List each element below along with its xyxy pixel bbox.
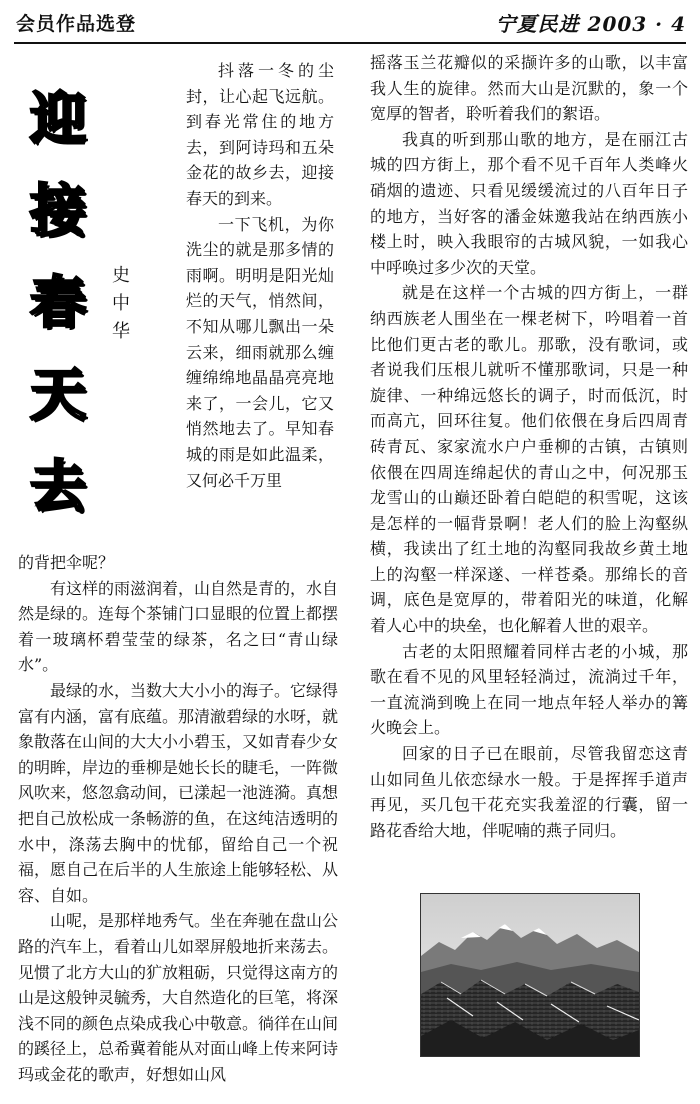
paragraph: 就是在这样一个古城的四方街上，一群纳西族老人围坐在一棵老树下，吟唱着一首比他们更古老的歌儿。那歌，没有歌词，或者说我们压根儿就听不懂那歌词，只是一种旋律、一种绵远悠长的调子，时而低沉，时而高亢，回环往复。他们依偎在身后四周青砖青瓦、家家流水户户垂柳的古镇，古镇则依偎在四周连绵起伏的青山之中，何况那玉龙雪山的山巅还卧着白皑皑的积雪呢，这该是怎样的一幅背景啊！老人们的脸上沟壑纵横，我读出了红土地的沟壑同我故乡黄土地上的沟壑一样深遂、一样苍桑。那绵长的音调，底色是宽厚的，带着阳光的味道，化解着人心中的块垒，也化解着人世的艰辛。	[370, 283, 688, 636]
issue-label: 宁夏民进 2003 · 4	[495, 12, 686, 36]
author-char: 中	[112, 293, 130, 314]
paragraph: 我真的听到那山歌的地方，是在丽江古城的四方街上，那个看不见千百年人类峰火硝烟的遗迹、只看见缓缓流过的八百年日子的地方，当好客的潘金妹邀我站在纳西族小楼上时，映入我眼帘的古城风貌，一如我心中呼唤过多少次的天堂。	[370, 129, 688, 277]
old-town-photo	[420, 893, 640, 1057]
header-rule	[14, 42, 686, 44]
article-column-right	[370, 50, 688, 843]
paragraph: 的背把伞呢？	[18, 553, 115, 572]
paragraph: 有这样的雨滋润着，山自然是青的，水自然是绿的。连每个茶铺门口显眼的位置上都摆着一玻璃杯碧莹莹的绿茶，名之曰“青山绿水”。	[18, 578, 339, 675]
paragraph: 摇落玉兰花瓣似的采撷许多的山歌，以丰富我人生的旋律。然而大山是沉默的，象一个宽厚的智者，聆听着我们的絮语。	[370, 53, 688, 124]
paragraph: 抖落一冬的尘封，让心起飞远航。到春光常住的地方去，到阿诗玛和五朵金花的故乡去，迎接春天的到来。	[186, 61, 334, 208]
title-char: 接	[30, 179, 86, 244]
article-title	[28, 80, 98, 540]
title-char: 去	[30, 455, 86, 520]
article-column-left-bottom	[18, 550, 338, 1087]
title-char: 迎	[30, 87, 86, 152]
author-char: 华	[112, 321, 130, 342]
section-title: 会员作品选登	[16, 13, 137, 35]
paragraph: 一下飞机，为你洗尘的就是那多情的雨啊。明明是阳光灿烂的天气，悄然间，不知从哪儿飘出一朵云来，细雨就那么缠缠绵绵地晶晶亮亮地来了，一会儿，它又悄然地去了。早知春城的雨是如此温柔，又何必千万里	[186, 214, 334, 490]
author-byline	[110, 262, 132, 346]
paragraph: 古老的太阳照耀着同样古老的小城，那歌在看不见的风里轻轻淌过，流淌过千年，一直流淌到晚上在同一地点年轻人举办的篝火晚会上。	[370, 641, 688, 738]
paragraph: 回家的日子已在眼前，尽管我留恋这青山如同鱼儿依恋绿水一般。于是挥挥手道声再见，买几包干花充实我羞涩的行囊，留一路花香给大地，伴呢喃的燕子同归。	[370, 744, 688, 840]
title-char: 春	[30, 271, 86, 336]
article-column-left-top	[186, 58, 334, 493]
old-town-rooftops-photo	[421, 894, 639, 1056]
paragraph: 山呢，是那样地秀气。坐在奔驰在盘山公路的汽车上，看着山儿如翠屏般地折来荡去。见惯了北方大山的犷放粗砺，只觉得这南方的山是这般钟灵毓秀，大自然造化的巨笔，将深浅不同的颜色点染成我心中敬意。徜徉在山间的蹊径上，总希冀着能从对面山峰上传来阿诗玛或金花的歌声，好想如山风	[18, 911, 339, 1084]
title-char: 天	[30, 363, 86, 428]
author-char: 史	[112, 265, 130, 286]
page-header	[14, 0, 686, 36]
paragraph: 最绿的水，当数大大小小的海子。它绿得富有内涵，富有底蕴。那清澈碧绿的水呀，就象散落在山间的大大小小碧玉，又如青春少女的明眸，岸边的垂柳是她长长的睫毛，一阵微风吹来，悠忽翕动间，已漾起一池涟漪。真想把自己放松成一条畅游的鱼，在这纯洁透明的水中，涤荡去胸中的忧郁，留给自己一个祝福，愿自己在后半的人生旅途上能够轻松、从容、自如。	[18, 680, 339, 905]
